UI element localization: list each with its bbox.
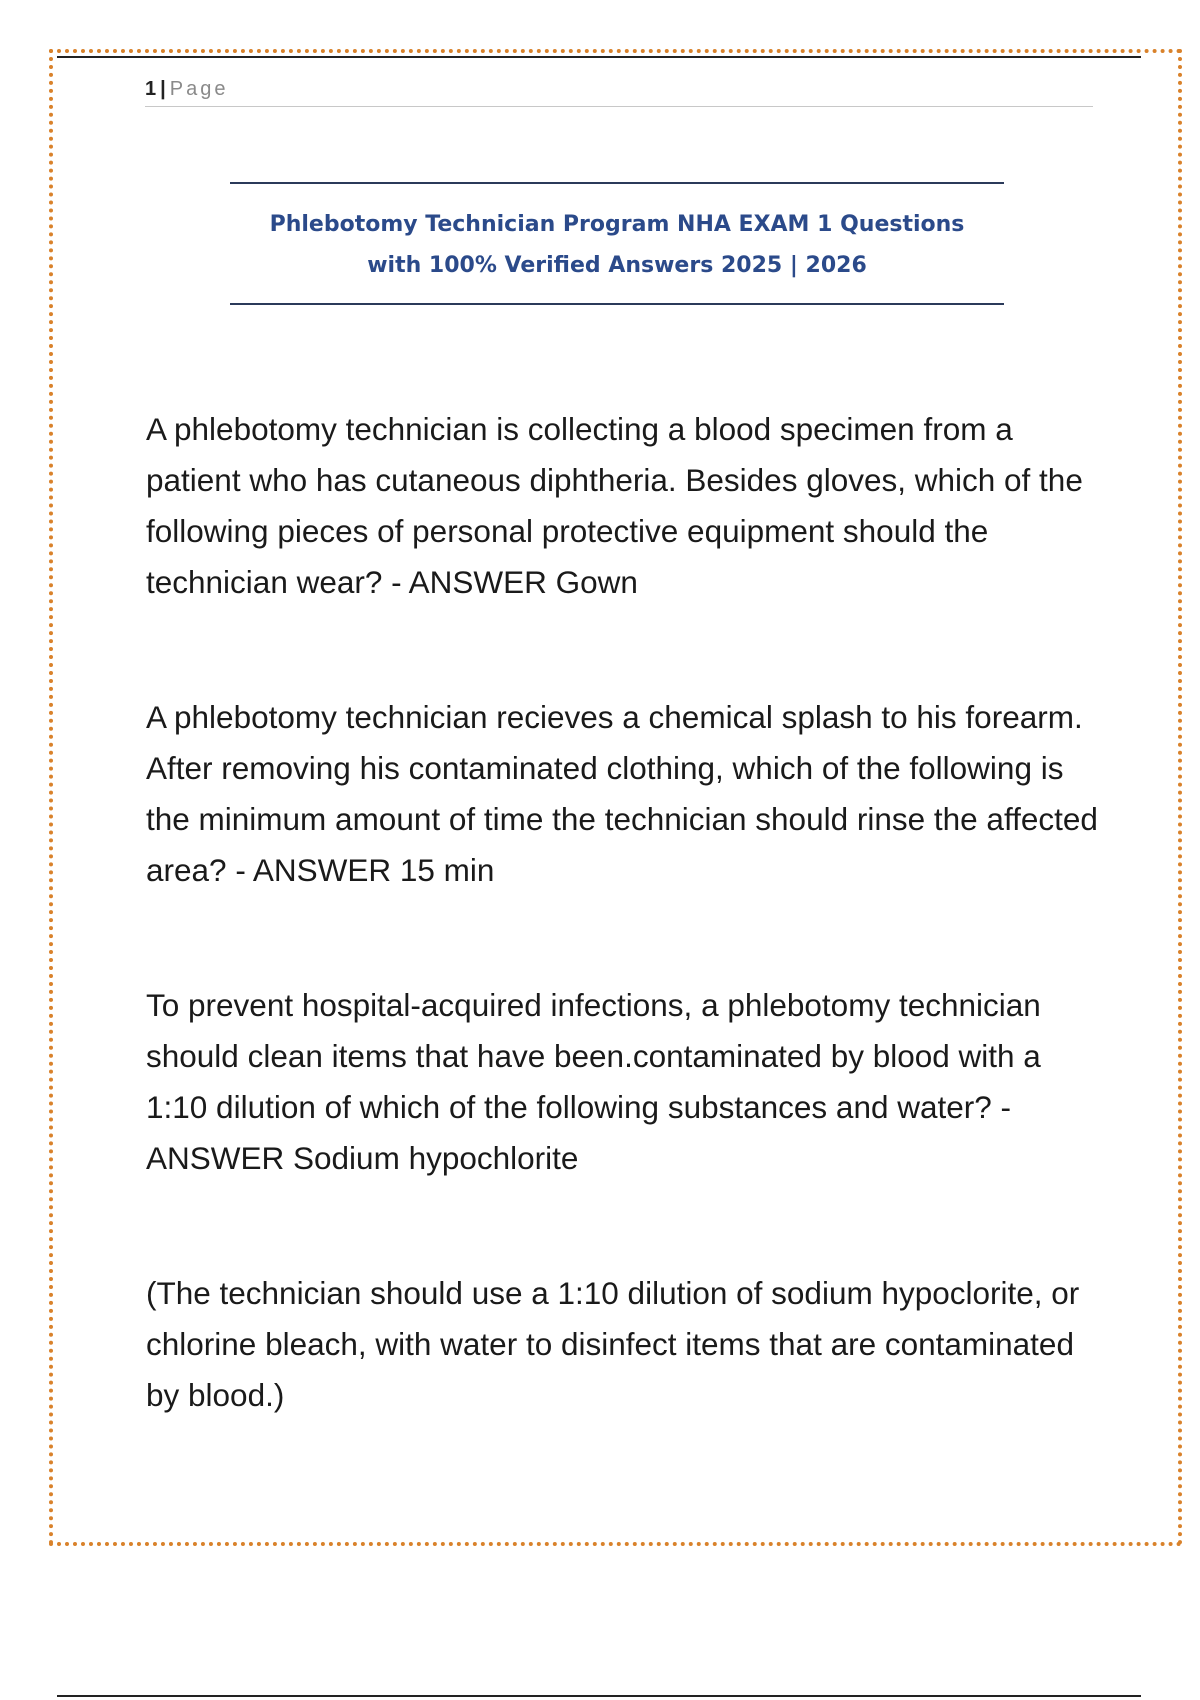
qa-explanation: (The technician should use a 1:10 dilution of sodium hypoclorite, or chlorine bleach, with water to disinfect items that are contaminated by blood.): [146, 1275, 1080, 1413]
qa-item: To prevent hospital-acquired infections, a phlebotomy technician should clean items that have been.contaminated by blood with a 1:10 dilution of which of the following substances and water? - ANSWER Sodium hypochlorite: [146, 987, 1041, 1176]
qa-list: [146, 404, 1106, 1421]
title-line-2: with 100% Verified Answers 2025 | 2026: [367, 253, 867, 278]
title-line-1: Phlebotomy Technician Program NHA EXAM 1 Questions: [269, 212, 965, 237]
page-separator: |: [160, 78, 166, 100]
top-rule: [57, 56, 1141, 58]
page-label: Page: [169, 78, 229, 100]
bottom-rule: [57, 1695, 1141, 1697]
qa-item: A phlebotomy technician is collecting a blood specimen from a patient who has cutaneous diphtheria. Besides gloves, which of the following pieces of personal protective equipment should the technician wear? - ANSWER Gown: [146, 411, 1083, 600]
document-title: [230, 182, 1004, 305]
page-header: [145, 76, 1093, 107]
qa-item: A phlebotomy technician recieves a chemical splash to his forearm. After removing his contaminated clothing, which of the following is the minimum amount of time the technician should rinse the affected area? - ANSWER 15 min: [146, 699, 1098, 888]
page-number: 1: [145, 78, 157, 100]
